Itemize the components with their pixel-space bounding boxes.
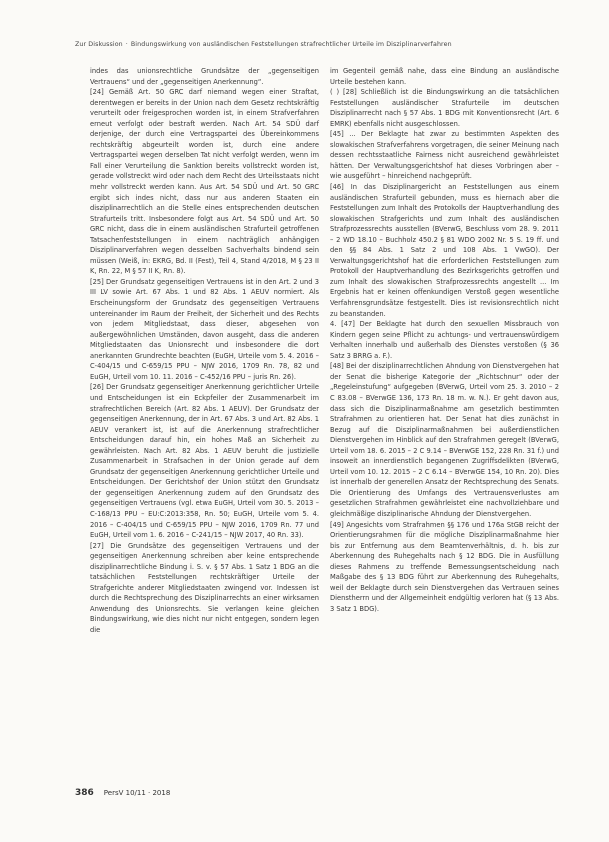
header-title: Bindungswirkung von ausländischen Feststellungen strafrechtlicher Urteile im Disziplinarverfahren xyxy=(130,41,452,48)
paragraph: [46] In das Disziplinargericht an Feststellungen aus einem ausländischen Strafurteil gebunden, muss es hiernach aber die Feststellungen zum Inhalt des Protokolls der Hauptverhandlung des slowakischen Strafgerichts und zum Inhalt des ausländischen Strafprozessrechts ausstellen (BVerwG, Beschluss vom 28. 9. 2011 – 2 WD 18.10 – Buchholz 450.2 § 81 WDO 2002 Nr. 5 S. 19 ff. und den §§ 84 Abs. 1 Satz 2 und 108 Abs. 1 VwGO). Der Verwaltungsgerichtshof hat die erforderlichen Feststellungen zum Protokoll der Hauptverhandlung des Bezirksgerichts getroffen und zum Inhalt des slowakischen Strafprozessrechts angestellt ... Im Ergebnis hat er keinen offenkundigen Verstoß gegen wesentliche Verfahrensgrundsätze festgestellt. Dies ist revisionsrechtlich nicht zu beanstanden. xyxy=(330,183,559,318)
page-footer xyxy=(75,788,170,798)
paragraph: [49] Angesichts vom Strafrahmen §§ 176 und 176a StGB reicht der Orientierungsrahmen für die mögliche Disziplinarmaßnahme hier bis zur Entfernung aus dem Beamtenverhältnis, d. h. bis zur Aberkennung des Ruhegehalts nach § 12 BDG. Die in Ausfüllung dieses Rahmens zu treffende Bemessungsentscheidung nach Maßgabe des § 13 BDG führt zur Aberkennung des Ruhegehalts, weil der Beklagte durch sein Dienstvergehen das Vertrauen seines Dienstherrn und der Allgemeinheit endgültig verloren hat (§ 13 Abs. 3 Satz 1 BDG). xyxy=(330,520,559,613)
running-header: Zur Diskussion · Bindungswirkung von ausländischen Feststellungen strafrechtlicher Urteile im Disziplinarverfahren xyxy=(75,41,452,48)
paragraph: [27] Die Grundsätze des gegenseitigen Vertrauens und der gegenseitigen Anerkennung schreiben aber keine entsprechende disziplinarrechtliche Bindung i. S. v. § 57 Abs. 1 Satz 1 BDG an die tatsächlichen Feststellungen rechtskräftiger Urteile der Strafgerichte anderer Mitgliedstaaten zwingend vor. Indessen ist durch die Rechtsprechung des Disziplinarrechts an einer wirksamen Anwendung des Unionsrechts. Sie verlangen keine gleichen Bindungswirkung, wie dies nicht nur nicht entgegen, sondern legen die xyxy=(90,541,319,634)
right-column xyxy=(330,66,559,614)
header-section: Zur Diskussion xyxy=(75,41,123,48)
paragraph: im Gegenteil gemäß nahe, dass eine Bindung an ausländische Urteile bestehen kann. xyxy=(330,67,559,86)
paragraph: ( ) [28] Schließlich ist die Bindungswirkung an die tatsächlichen Feststellungen ausländischer Strafurteile im deutschen Disziplinarrecht nach § 57 Abs. 1 BDG mit Konventionsrecht (Art. 6 EMRK) ebenfalls nicht ausgeschlossen. xyxy=(330,88,559,128)
paragraph: [26] Der Grundsatz gegenseitiger Anerkennung gerichtlicher Urteile und Entscheidungen ist ein Eckpfeiler der Zusammenarbeit im strafrechtlichen Bereich (Art. 82 Abs. 1 AEUV). Der Grundsatz der gegenseitigen Anerkennung, der in Art. 67 Abs. 3 und Art. 82 Abs. 1 AEUV verankert ist, ist auf die Anerkennung strafrechtlicher Entscheidungen darauf hin, ein hohes Maß an Sicherheit zu gewährleisten. Nach Art. 82 Abs. 1 AEUV beruht die justizielle Zusammenarbeit in Strafsachen in der Union gerade auf dem Grundsatz der gegenseitigen Anerkennung gerichtlicher Urteile und Entscheidungen. Der Gerichtshof der Union stützt den Grundsatz der gegenseitigen Anerkennung zudem auf den Grundsatz des gegenseitigen Vertrauens (vgl. etwa EuGH, Urteil vom 30. 5. 2013 – C-168/13 PPU – EU:C:2013:358, Rn. 50; EuGH, Urteile vom 5. 4. 2016 – C-404/15 und C-659/15 PPU – NJW 2016, 1709 Rn. 77 und EuGH, Urteil vom 1. 6. 2016 – C-241/15 – NJW 2017, 40 Rn. 33). xyxy=(90,383,319,540)
paragraph: 4. [47] Der Beklagte hat durch den sexuellen Missbrauch von Kindern gegen seine Pflicht zu achtungs- und vertrauenswürdigem Verhalten innerhalb und außerhalb des Dienstes verstoßen (§ 36 Satz 3 BRRG a. F.). xyxy=(330,320,559,360)
paragraph: indes das unionsrechtliche Grundsätze der „gegenseitigen Vertrauens“ und der „gegenseitigen Anerkennung“. xyxy=(90,67,319,86)
paragraph: [24] Gemäß Art. 50 GRC darf niemand wegen einer Straftat, derentwegen er bereits in der Union nach dem Gesetz rechtskräftig verurteilt oder freigesprochen worden ist, in einem Strafverfahren erneut verfolgt oder bestraft werden. Nach Art. 54 SDÜ darf derjenige, der durch eine Vertragspartei des Übereinkommens rechtskräftig abgeurteilt worden ist, durch eine andere Vertragspartei wegen derselben Tat nicht verfolgt werden, wenn im Fall einer Verurteilung die Sanktion bereits vollstreckt worden ist, gerade vollstreckt wird oder nach dem Recht des Urteilsstaats nicht mehr vollstreckt werden kann. Aus Art. 54 SDÜ und Art. 50 GRC ergibt sich indes nicht, dass nur aus anderen Staaten ein disziplinarrechtlich an die Stelle eines entsprechenden deutschen Strafurteils tritt. Insbesondere folgt aus Art. 54 SDÜ und Art. 50 GRC nicht, dass die in einem ausländischen Strafurteil getroffenen Tatsachenfeststellungen in einem nachträglich anhängigen Disziplinarverfahren wegen desselben Sachverhalts bindend sein müssen (Weiß, in: EKRG, Bd. II (Fest), Teil 4, Stand 4/2018, M § 23 II K, Rn. 22, M § 57 II K, Rn. 8). xyxy=(90,88,319,276)
paragraph: [25] Der Grundsatz gegenseitigen Vertrauens ist in den Art. 2 und 3 III LV sowie Art. 67 Abs. 1 und 82 Abs. 1 AEUV normiert. Als Erscheinungsform der Grundsatz des gegenseitigen Vertrauens untereinander im Raum der Freiheit, der Sicherheit und des Rechts von jedem Mitgliedstaat, dass dieser, abgesehen von außergewöhnlichen Umständen, davon ausgeht, dass die anderen Mitgliedstaaten das Unionsrecht und insbesondere die dort anerkannten Grundrechte beachten (EuGH, Urteile vom 5. 4. 2016 – C-404/15 und C-659/15 PPU – NJW 2016, 1709 Rn. 78, 82 und EuGH, Urteil vom 10. 11. 2016 – C-452/16 PPU – juris Rn. 26). xyxy=(90,277,319,381)
paragraph: [45] ... Der Beklagte hat zwar zu bestimmten Aspekten des slowakischen Strafverfahrens vorgetragen, die seiner Meinung nach dessen rechtsstaatliche Fairness nicht ausreichend gewährleistet hätten. Der Verwaltungsgerichtshof hat dieses Vorbringen aber – wie ausgeführt – hinreichend nachgeprüft. xyxy=(330,130,559,181)
left-column xyxy=(90,66,319,636)
journal-issue: PersV 10/11 · 2018 xyxy=(103,789,171,797)
paragraph: [48] Bei der disziplinarrechtlichen Ahndung von Dienstvergehen hat der Senat die bisherige Kategorie der „Richtschnur“ oder der „Regeleinstufung“ aufgegeben (BVerwG, Urteil vom 25. 3. 2010 – 2 C 83.08 – BVerwGE 136, 173 Rn. 18 m. w. N.). Er geht davon aus, dass sich die Disziplinarmaßnahme am gesetzlich bestimmten Strafrahmen zu orientieren hat. Der Senat hat dies zunächst in Bezug auf die Disziplinarmaßnahmen bei außerdienstlichen Dienstvergehen im Hinblick auf den Strafrahmen geregelt (BVerwG, Urteil vom 18. 6. 2015 – 2 C 9.14 – BVerwGE 152, 228 Rn. 31 f.) und insoweit an innerdienstlich begangenen Zugriffsdelikten (BVerwG, Urteil vom 10. 12. 2015 – 2 C 6.14 – BVerwGE 154, 10 Rn. 20). Dies ist innerhalb der generellen Ansatz der Rechtsprechung des Senats. Die Orientierung des Umfangs des Vertrauensverlustes am gesetzlichen Strafrahmen gewährleistet eine nachvollziehbare und gleichmäßige disziplinarische Ahndung der Dienstvergehen. xyxy=(330,362,559,518)
page-number: 386 xyxy=(75,788,94,798)
